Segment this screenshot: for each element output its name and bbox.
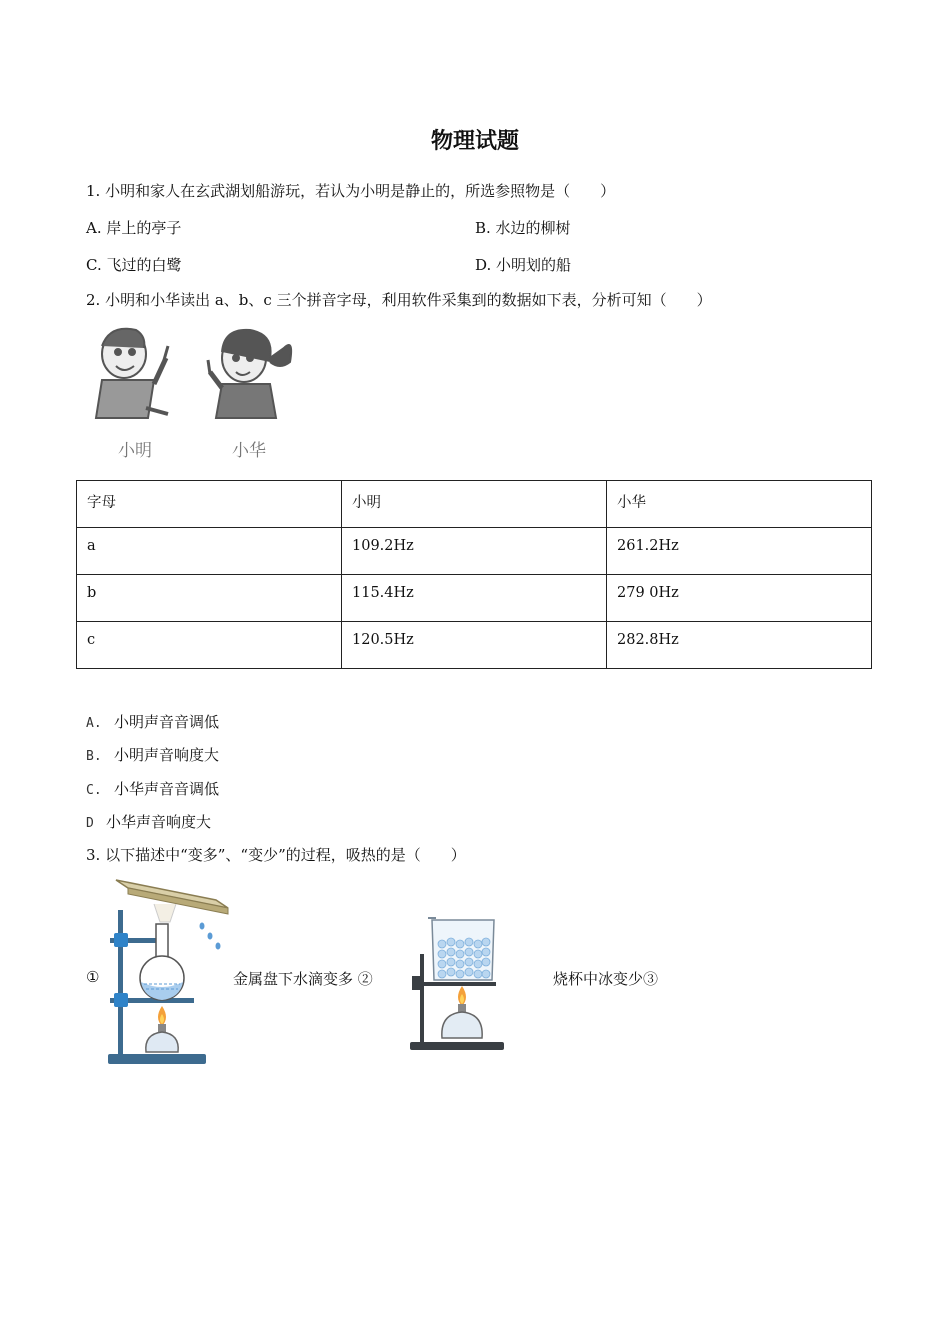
question-1-stem: 1. 小明和家人在玄武湖划船游玩，若认为小明是静止的，所选参照物是（ ）: [86, 182, 616, 200]
table-header-cell: 小明: [342, 481, 607, 528]
option-text: 小华声音音调低: [114, 780, 220, 798]
frequency-table: [76, 480, 872, 669]
question-2-stem: 2. 小明和小华读出 a、b、c 三个拼音字母，利用软件采集到的数据如下表，分析可知（ ）: [86, 291, 712, 309]
ice-beaker-apparatus: [406, 914, 510, 1054]
alcohol-lamp-icon: [146, 1006, 178, 1052]
table-header-cell: 小华: [607, 481, 872, 528]
circle-marker-1: ①: [86, 968, 100, 986]
q1-option-c: C. 飞过的白鹭: [86, 256, 182, 274]
page-title: 物理试题: [430, 129, 519, 154]
table-row: [77, 575, 872, 622]
option-letter: A.: [86, 716, 102, 731]
caption-xiaohua: 小华: [232, 441, 266, 461]
option-letter: C.: [86, 783, 102, 798]
table-row: [77, 528, 872, 575]
option-letter: D: [86, 816, 94, 831]
table-cell: 120.5Hz: [342, 622, 607, 669]
q2-option-a: [86, 711, 219, 732]
q2-option-d: [86, 811, 211, 832]
girl-figure-icon: [208, 330, 291, 418]
q2-option-b: [86, 744, 219, 765]
table-cell: 261.2Hz: [607, 528, 872, 575]
table-cell: a: [77, 528, 342, 575]
q1-option-b: B. 水边的柳树: [475, 219, 571, 237]
option-text: 小明声音音调低: [114, 713, 220, 731]
speaker-cartoon-figure: [84, 318, 304, 438]
label-metal-tray-drops: 金属盘下水滴变多 ②: [233, 970, 373, 988]
table-header-cell: 字母: [77, 481, 342, 528]
table-cell: c: [77, 622, 342, 669]
q1-option-a: A. 岸上的亭子: [86, 219, 182, 237]
table-cell: b: [77, 575, 342, 622]
table-header-row: [77, 481, 872, 528]
alcohol-lamp-icon: [442, 986, 482, 1038]
table-row: [77, 622, 872, 669]
table-cell: 279 0Hz: [607, 575, 872, 622]
table-cell: 115.4Hz: [342, 575, 607, 622]
option-text: 小华声音响度大: [106, 813, 212, 831]
q1-option-d: D. 小明划的船: [475, 256, 572, 274]
water-drops-icon: [200, 923, 221, 950]
boiling-flask-apparatus: [104, 874, 232, 1070]
option-letter: B.: [86, 749, 102, 764]
table-cell: 282.8Hz: [607, 622, 872, 669]
boy-figure-icon: [96, 329, 168, 418]
option-text: 小明声音响度大: [114, 746, 220, 764]
q2-option-c: [86, 778, 219, 799]
label-beaker-ice: 烧杯中冰变少③: [553, 970, 659, 988]
round-flask-icon: [140, 924, 184, 1000]
table-cell: 109.2Hz: [342, 528, 607, 575]
caption-xiaoming: 小明: [118, 441, 152, 461]
question-3-stem: 3. 以下描述中“变多”、“变少”的过程，吸热的是（ ）: [86, 846, 466, 864]
